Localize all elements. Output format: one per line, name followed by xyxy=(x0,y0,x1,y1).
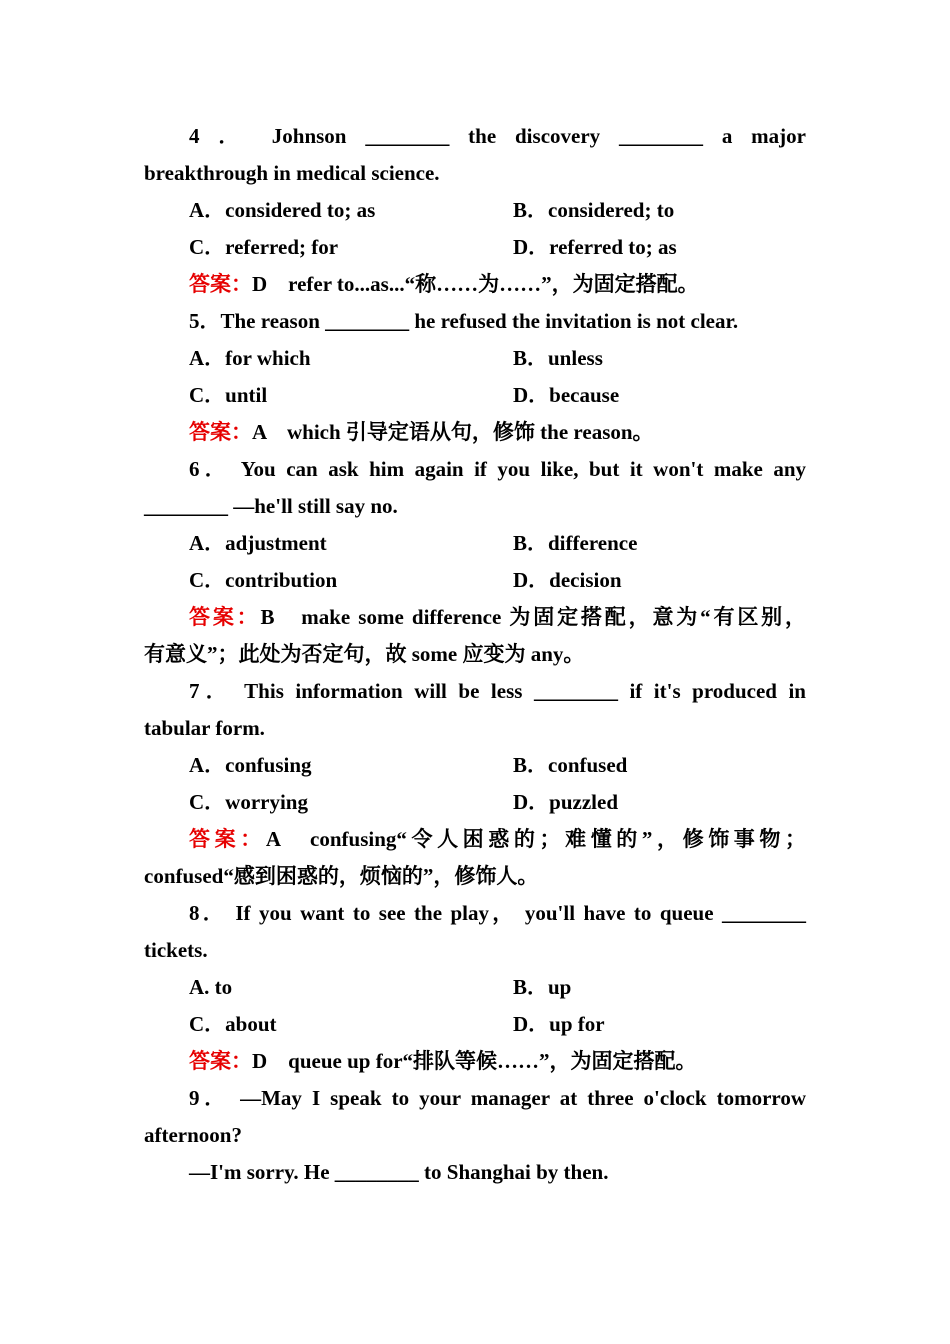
answer-label: 答案： xyxy=(189,272,252,296)
question-stem-continued: ________ —he'll still say no. xyxy=(144,494,398,518)
answer-label: 答案： xyxy=(189,1049,252,1073)
question-4 xyxy=(144,118,806,303)
options-row xyxy=(144,340,806,377)
answer-explanation xyxy=(144,1043,806,1080)
answer-text: A confusing“令人困惑的；难懂的”，修饰事物； xyxy=(265,827,806,851)
answer-explanation-continued: confused“感到困惑的，烦恼的”，修饰人。 xyxy=(144,864,539,888)
option-d: D．up for xyxy=(513,1012,605,1036)
option-d: D．puzzled xyxy=(513,790,618,814)
option-c: C．contribution xyxy=(189,568,338,592)
options-row xyxy=(144,525,806,562)
option-d: D．referred to; as xyxy=(513,235,677,259)
option-a: A．confusing xyxy=(189,753,312,777)
option-a: A. to xyxy=(189,975,233,999)
options-row xyxy=(144,969,806,1006)
answer-text: B make some difference 为固定搭配，意为“有区别， xyxy=(260,605,807,629)
option-c: C．until xyxy=(189,383,268,407)
option-b: B．confused xyxy=(513,753,628,777)
question-9 xyxy=(144,1080,806,1191)
answer-explanation xyxy=(144,266,806,303)
option-b: B．difference xyxy=(513,531,638,555)
question-stem-continued: tabular form. xyxy=(144,716,265,740)
dialogue-reply: —I'm sorry. He ________ to Shanghai by then. xyxy=(189,1160,609,1184)
question-stem: 9． —May I speak to your manager at three o'clock tomorrow xyxy=(189,1086,806,1110)
option-d: D．decision xyxy=(513,568,622,592)
question-stem-continued: afternoon? xyxy=(144,1123,242,1147)
answer-text: D refer to...as...“称……为……”，为固定搭配。 xyxy=(252,272,699,296)
question-7 xyxy=(144,673,806,895)
answer-label: 答案： xyxy=(189,420,252,444)
question-stem: 8． If you want to see the play， you'll have to queue ________ xyxy=(189,901,806,925)
option-a: A．considered to; as xyxy=(189,198,376,222)
question-5 xyxy=(144,303,806,451)
option-c: C．about xyxy=(189,1012,277,1036)
options-row xyxy=(144,229,806,266)
answer-explanation-continued: 有意义”；此处为否定句，故 some 应变为 any。 xyxy=(144,642,585,666)
answer-label: 答案： xyxy=(189,605,261,629)
answer-explanation xyxy=(144,414,806,451)
option-b: B．up xyxy=(513,975,572,999)
question-stem: 6． You can ask him again if you like, but it won't make any xyxy=(189,457,806,481)
question-8 xyxy=(144,895,806,1080)
option-d: D．because xyxy=(513,383,620,407)
question-stem: 5．The reason ________ he refused the invitation is not clear. xyxy=(189,309,739,333)
question-stem-continued: tickets. xyxy=(144,938,208,962)
answer-text: A which 引导定语从句，修饰 the reason。 xyxy=(252,420,654,444)
answer-explanation xyxy=(144,821,806,858)
question-stem-continued: breakthrough in medical science. xyxy=(144,161,440,185)
option-b: B．unless xyxy=(513,346,603,370)
options-row xyxy=(144,192,806,229)
option-c: C．referred; for xyxy=(189,235,339,259)
document-page xyxy=(144,118,806,1191)
option-a: A．adjustment xyxy=(189,531,327,555)
question-6 xyxy=(144,451,806,673)
answer-explanation xyxy=(144,599,806,636)
options-row xyxy=(144,784,806,821)
option-a: A．for which xyxy=(189,346,311,370)
options-row xyxy=(144,377,806,414)
question-stem: 7． This information will be less ________ if it's produced in xyxy=(189,679,806,703)
options-row xyxy=(144,747,806,784)
option-b: B．considered; to xyxy=(513,198,675,222)
answer-label: 答案： xyxy=(189,827,266,851)
question-stem: 4 ． Johnson ________ the discovery ________ a major xyxy=(189,124,806,148)
options-row xyxy=(144,562,806,599)
answer-text: D queue up for“排队等候……”，为固定搭配。 xyxy=(252,1049,697,1073)
options-row xyxy=(144,1006,806,1043)
option-c: C．worrying xyxy=(189,790,308,814)
